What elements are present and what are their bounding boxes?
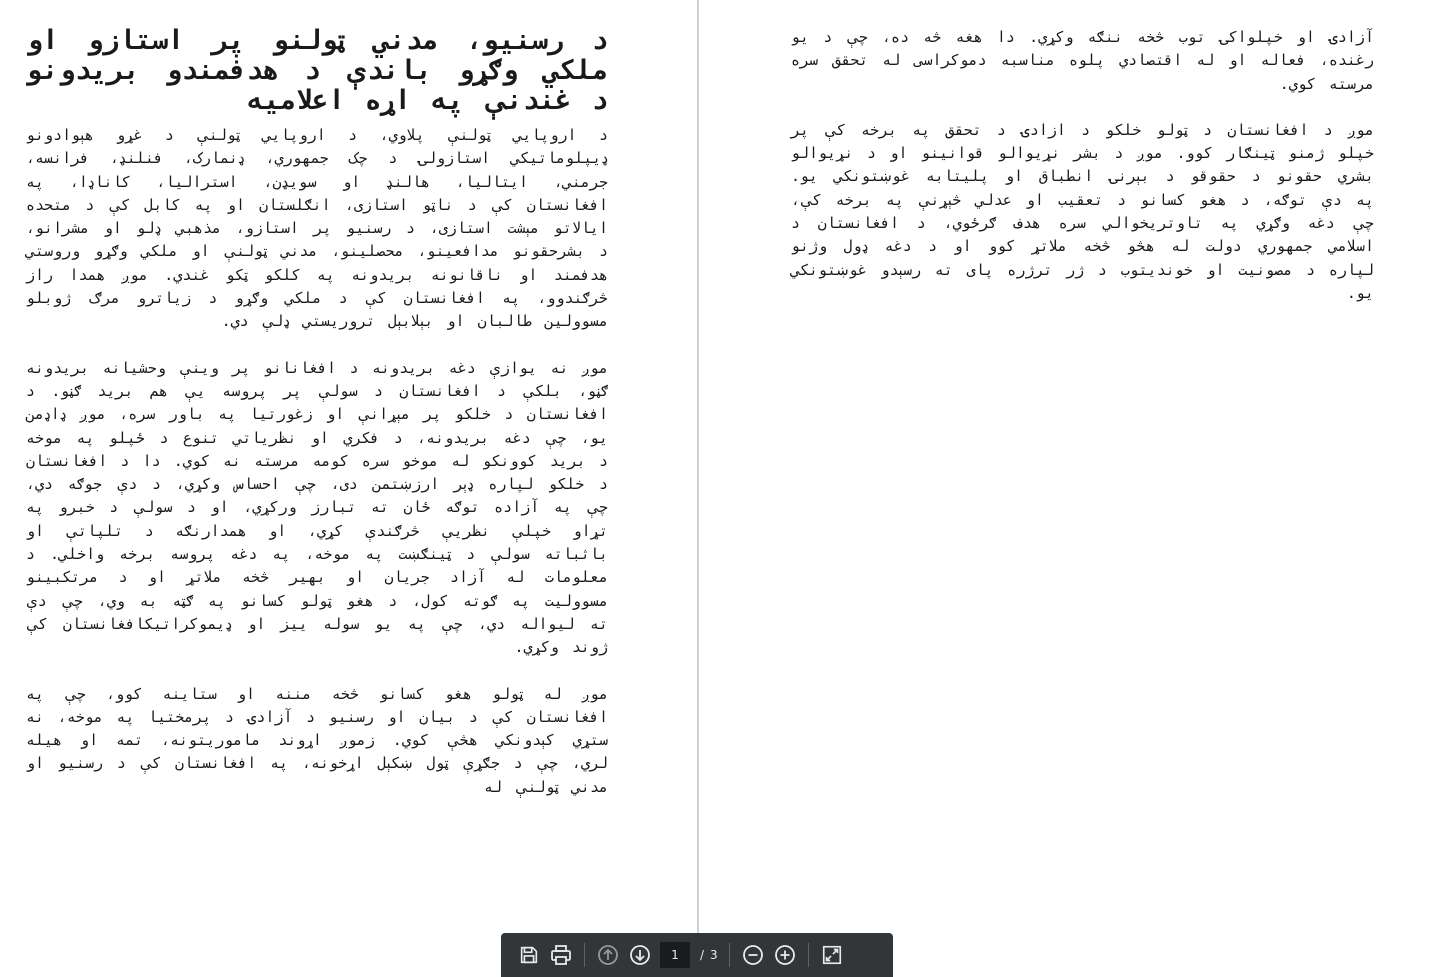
zoom-in-icon bbox=[773, 943, 797, 967]
fit-page-button[interactable] bbox=[816, 939, 848, 971]
toolbar-separator bbox=[729, 943, 730, 967]
paragraph-3: موږ له ټولو هغو کسانو څخه مننه او ستاينه کوو، چې په افغانستان کې د بيان او رسنيو د آزادۍ د پرمختيا په موخه، نه ستړي کېدونکي هڅې کوي. زموږ اړوند ماموريتونه، تمه او هيله لري، چې د جګړې ټول ښکېل اړخونه، په افغانستان کې د رسنيو او مدني ټولنې له bbox=[26, 684, 608, 796]
toolbar-separator bbox=[584, 943, 585, 967]
print-icon bbox=[549, 943, 573, 967]
paragraph-2: موږ نه يوازې دغه بريدونه د افغانانو پر وينې وحشيانه بريدونه ګڼو، بلکې د افغانستان د سولې پر پروسه يې هم بريد ګڼو. د افغانستان د خلکو پر مېړانې او زغورتيا په باور سره، موږ ډاډمن يو، چې دغه بريدونه، د فکري او نظرياتي تنوع د ځپلو په موخه د بريد کوونکو له موخو سره کومه مرسته نه کوي. دا د افغانستان د خلکو لپاره ډېر ارزښتمن دی، چې احساس وکړي، د دې جوګه دي، چې په آزاده توګه ځان ته تبارز ورکړي، او د سولې د خبرو په تړاو خپلې نظريې څرګندې کړي، او همدارنګه د تلپاتې او باثباته سولې د ټينګښت په موخه، په دغه پروسه برخه واخلي. د معلومات له آزاد جريان او بهير څخه ملاتړ او د مرتکبينو مسووليت په ګوته کول، د هغو ټولو کسانو په ګټه به وي، چې دې ته ليواله دي، چې په يو سوله ييز او ډيموکراتيکافغانستان کې ژوند وکړي. bbox=[26, 358, 608, 657]
arrow-up-icon bbox=[596, 943, 620, 967]
arrow-down-icon bbox=[628, 943, 652, 967]
left-page-column bbox=[26, 26, 608, 822]
page-indicator bbox=[660, 942, 718, 968]
document-title: د رسنيو، مدني ټولنو پر استازو او ملکي وګړو باندې د هدفمندو بريدونو د غندنې په اړه اعلاميه bbox=[26, 25, 608, 116]
page-separator: / bbox=[700, 948, 705, 962]
save-button[interactable] bbox=[513, 939, 545, 971]
paragraph-5: موږ د افغانستان د ټولو خلکو د ازادۍ د تحقق په برخه کې پر خپلو ژمنو ټينګار کوو. موږ د بشر نړيوالو قوانينو او د نړيوالو بشري حقونو د حقوقو د بېرنۍ انطباق او پليتابه غوښتونکي يو. په دې توګه، د هغو کسانو د تعقيب او عدلي څېړنې په برخه کې، چې دغه وګړي په تاوتريخوالي سره هدف ګرځوي، د افغانستان د اسلامي جمهوري دولت له هڅو څخه ملاتړ کوو او د دغه ډول وژنو لپاره د مصونيت او خونديتوب د ژر ترژره پای ته رسېدو غوښتونکي يو. bbox=[791, 120, 1374, 302]
total-pages: 3 bbox=[710, 948, 718, 962]
save-icon bbox=[518, 944, 540, 966]
document-page-left bbox=[0, 0, 697, 977]
page-number-input[interactable] bbox=[660, 942, 690, 968]
pdf-toolbar bbox=[501, 933, 893, 977]
right-page-column bbox=[791, 26, 1374, 328]
document-page-right bbox=[699, 0, 1446, 977]
next-page-button[interactable] bbox=[624, 939, 656, 971]
fit-page-icon bbox=[821, 944, 843, 966]
zoom-in-button[interactable] bbox=[769, 939, 801, 971]
previous-page-button[interactable] bbox=[592, 939, 624, 971]
zoom-out-button[interactable] bbox=[737, 939, 769, 971]
toolbar-separator bbox=[808, 943, 809, 967]
paragraph-4: آزادۍ او خپلواکۍ توب څخه ننګه وکړي. دا هغه څه ده، چې د يو رغنده، فعاله او له اقتصادي پلوه مناسبه دموکراسی له تحقق سره مرسته کوي. bbox=[791, 28, 1374, 93]
print-button[interactable] bbox=[545, 939, 577, 971]
paragraph-1: د اروپايي ټولنې پلاوي، د اروپايي ټولنې د غړو هېوادونو ډيپلوماتيکي استازولۍ د چک جمهوري، ډنمارک، فنلنډ، فرانسه، جرمني، ايتاليا، هالنډ او سويډن، استراليا، کاناډا، په افغانستان کې د ناټو استازی، انګلستان او په کابل کې د متحده اياﻻتو مېشت استازی، د رسنيو پر استازو، مذهبي ډلو او مشرانو، د بشرحقونو مدافعينو، محصلينو، مدني ټولنې او ملکي وګړو وروستي هدفمند او ناقانونه بريدونه په کلکو ټکو غندي. موږ همدا راز څرګندوو، په افغانستان کې د ملکي وګړو د زياترو مرګ ژوبلو مسوولين طالبان او بېلابېل تروريستي ډلې دي. bbox=[26, 126, 608, 331]
zoom-out-icon bbox=[741, 943, 765, 967]
